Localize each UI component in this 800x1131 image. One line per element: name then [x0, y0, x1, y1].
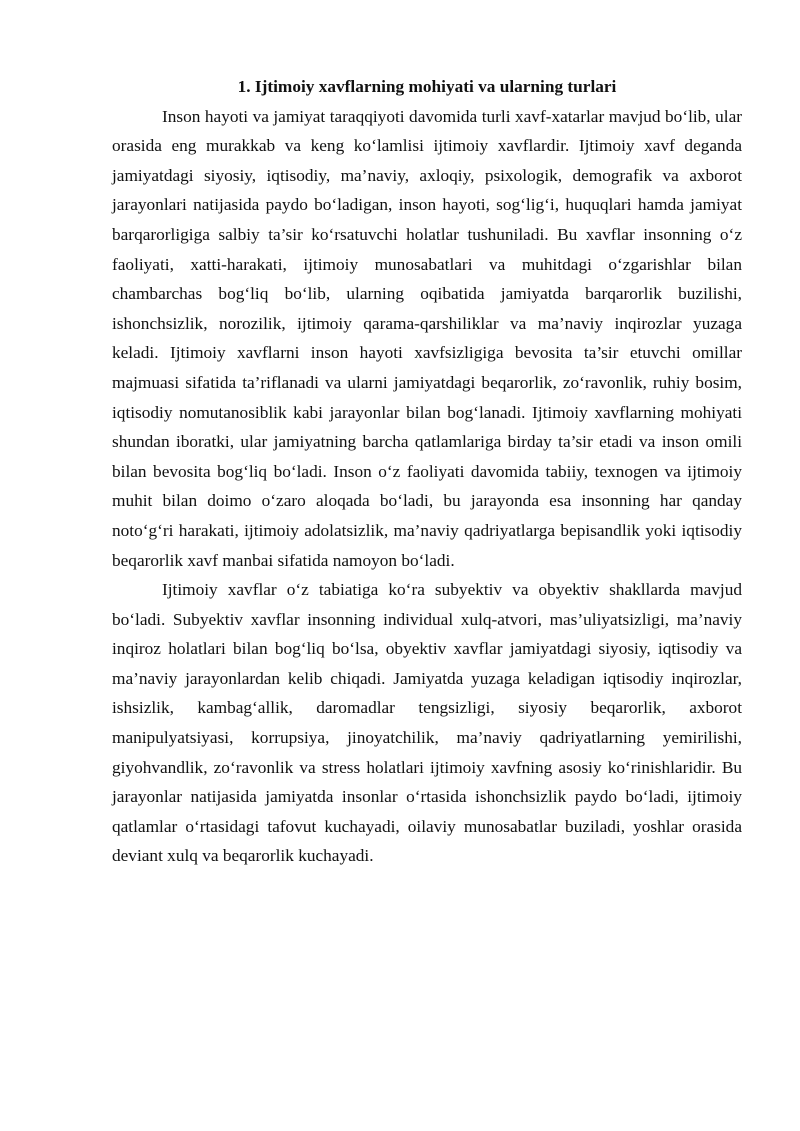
paragraph-1: Inson hayoti va jamiyat taraqqiyoti davomida turli xavf-xatarlar mavjud bo‘lib, ular orasida eng murakkab va keng ko‘lamlisi ijtimoiy xavflardir. Ijtimoiy xavf deganda jamiyatdagi siyosiy, iqtisodiy, ma’naviy, axloqiy, psixologik, demografik va axborot jarayonlari natijasida paydo bo‘ladigan, inson hayoti, sog‘lig‘i, huquqlari hamda jamiyat barqarorligiga salbiy ta’sir ko‘rsatuvchi holatlar tushuniladi. Bu xavflar insonning o‘z faoliyati, xatti-harakati, ijtimoiy munosabatlari va muhitdagi o‘zgarishlar bilan chambarchas bog‘liq bo‘lib, ularning oqibatida jamiyatda barqarorlik buzilishi, ishonchsizlik, norozilik, ijtimoiy qarama-qarshiliklar va ma’naviy inqirozlar yuzaga keladi. Ijtimoiy xavflarni inson hayoti xavfsizligiga bevosita ta’sir etuvchi omillar majmuasi sifatida ta’riflanadi va ularni jamiyatdagi beqarorlik, zo‘ravonlik, ruhiy bosim, iqtisodiy nomutanosiblik kabi jarayonlar bilan bog‘lanadi. Ijtimoiy xavflarning mohiyati shundan iboratki, ular jamiyatning barcha qatlamlariga birday ta’sir etadi va inson omili bilan bevosita bog‘liq bo‘ladi. Inson o‘z faoliyati davomida tabiiy, texnogen va ijtimoiy muhit bilan doimo o‘zaro aloqada bo‘ladi, bu jarayonda esa insonning har qanday noto‘g‘ri harakati, ijtimoiy adolatsizlik, ma’naviy qadriyatlarga bepisandlik yoki iqtisodiy beqarorlik xavf manbai sifatida namoyon bo‘ladi. [112, 106, 742, 570]
section-title: 1. Ijtimoiy xavflarning mohiyati va ularning turlari [237, 77, 617, 96]
paragraph-2: Ijtimoiy xavflar o‘z tabiatiga ko‘ra subyektiv va obyektiv shakllarda mavjud bo‘ladi. Subyektiv xavflar insonning individual xulq-atvori, mas’uliyatsizligi, ma’naviy inqiroz holatlari bilan bog‘liq bo‘lsa, obyektiv xavflar jamiyatdagi siyosiy, iqtisodiy va ma’naviy jarayonlardan kelib chiqadi. Jamiyatda yuzaga keladigan iqtisodiy inqirozlar, ishsizlik, kambag‘allik, daromadlar tengsizligi, siyosiy beqarorlik, axborot manipulyatsiyasi, korrupsiya, jinoyatchilik, ma’naviy qadriyatlarning yemirilishi, giyohvandlik, zo‘ravonlik va stress holatlari ijtimoiy xavfning asosiy ko‘rinishlaridir. Bu jarayonlar natijasida jamiyatda insonlar o‘rtasida ishonchsizlik paydo bo‘ladi, ijtimoiy qatlamlar o‘rtasidagi tafovut kuchayadi, oilaviy munosabatlar buziladi, yoshlar orasida deviant xulq va beqarorlik kuchayadi. [112, 580, 742, 866]
document-page [112, 72, 742, 871]
